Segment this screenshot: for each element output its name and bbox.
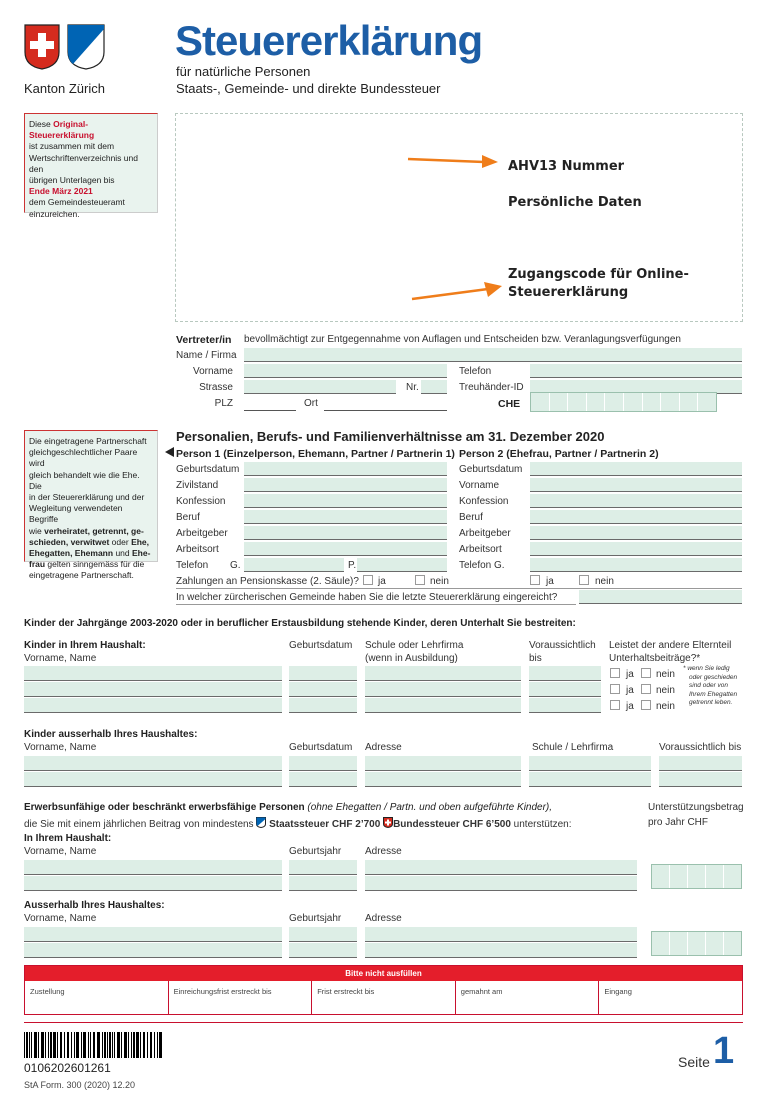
child-out-birth-1[interactable]: [289, 756, 357, 771]
barcode-bar: [60, 1032, 62, 1058]
barcode-bar: [50, 1032, 52, 1058]
rep-name-field[interactable]: [244, 348, 742, 362]
p2-phone-field[interactable]: [530, 558, 742, 572]
child-support-no-2[interactable]: [641, 684, 651, 694]
p1-pension-no-checkbox[interactable]: [415, 575, 425, 585]
rep-firstname-field[interactable]: [244, 364, 447, 378]
child-in-name-1[interactable]: [24, 666, 282, 681]
child-in-school-1[interactable]: [365, 666, 521, 681]
child-in-birth-2[interactable]: [289, 682, 357, 697]
barcode-bar: [128, 1032, 129, 1058]
children-heading: Kinder der Jahrgänge 2003-2020 oder in beruflicher Erstausbildung stehende Kinder, deren Unterhalt Sie bestreiten:: [24, 618, 576, 629]
child-in-school-2[interactable]: [365, 682, 521, 697]
rep-number-field[interactable]: [421, 380, 447, 394]
child-support-no-1[interactable]: [641, 668, 651, 678]
child-out-until-1[interactable]: [659, 756, 742, 771]
support-footnote: * wenn Sie ledig oder geschieden sind oder von Ihrem Ehegatten getrennt leben.: [683, 665, 738, 706]
p2-birthdate-field[interactable]: [530, 462, 742, 476]
partnership-note: Die eingetragene Partnerschaft gleichgeschlechtlicher Paare wird gleich behandelt wie die Ehe. Die in der Steuererklärung und der Wegleitung verwendeten Begriffe wie verheiratet, getrennt, ge- schieden, verwitwet oder Ehe, Ehegatten, Ehemann und Ehe- frau gelten sinngemäss für die eingetragene Partnerschaft.: [24, 430, 158, 562]
support-in-address-1[interactable]: [365, 860, 637, 875]
arrow-icon: [410, 280, 502, 305]
barcode-bar: [114, 1032, 115, 1058]
p2-firstname-field[interactable]: [530, 478, 742, 492]
p2-pension-no-checkbox[interactable]: [579, 575, 589, 585]
page-title: Steuererklärung: [175, 17, 483, 64]
p1-profession-field[interactable]: [244, 510, 447, 524]
access-code-label-2: Steuererklärung: [508, 285, 629, 300]
barcode-bar: [88, 1032, 89, 1058]
barcode-bar: [64, 1032, 65, 1058]
pointer-arrow-icon: [165, 447, 174, 457]
child-in-name-3[interactable]: [24, 698, 282, 713]
barcode-bar: [45, 1032, 46, 1058]
page-label: Seite: [678, 1054, 710, 1070]
ahv-label: AHV13 Nummer: [508, 159, 625, 174]
rep-plz-field[interactable]: [244, 410, 296, 411]
barcode-bar: [81, 1032, 82, 1058]
person-1-heading: Person 1 (Einzelperson, Ehemann, Partner / Partnerin 1): [176, 448, 455, 460]
person-2-heading: Person 2 (Ehefrau, Partner / Partnerin 2): [459, 448, 659, 460]
p2-employer-field[interactable]: [530, 526, 742, 540]
office-col-2: Einreichungsfrist erstreckt bis: [169, 981, 313, 1015]
office-banner: Bitte nicht ausfüllen: [25, 966, 742, 981]
personal-heading: Personalien, Berufs- und Familienverhältnisse am 31. Dezember 2020: [176, 429, 605, 444]
barcode-bar: [57, 1032, 58, 1058]
support-in-year-1[interactable]: [289, 860, 357, 875]
support-out-address-2[interactable]: [365, 943, 637, 958]
office-use-box: [24, 965, 743, 1015]
barcode-bar: [131, 1032, 132, 1058]
barcode-bar: [154, 1032, 155, 1058]
child-out-birth-2[interactable]: [289, 772, 357, 787]
child-in-until-1[interactable]: [529, 666, 601, 681]
support-in-year-2[interactable]: [289, 876, 357, 891]
child-in-until-3[interactable]: [529, 698, 601, 713]
child-support-no-3[interactable]: [641, 700, 651, 710]
p2-confession-field[interactable]: [530, 494, 742, 508]
office-col-4: gemahnt am: [456, 981, 600, 1015]
support-in-name-2[interactable]: [24, 876, 282, 891]
barcode-bar: [71, 1032, 72, 1058]
support-threshold: die Sie mit einem jährlichen Beitrag von mindestens Staatssteuer CHF 2’700 Bundessteuer CHF 6’500 unterstützen:: [24, 819, 572, 830]
barcode-bar: [112, 1032, 113, 1058]
support-heading: Erwerbsunfähige oder beschränkt erwerbsfähige Personen (ohne Ehegatten / Partn. und oben aufgeführte Kinder),: [24, 802, 553, 813]
barcode-bar: [26, 1032, 28, 1058]
child-in-birth-1[interactable]: [289, 666, 357, 681]
p1-confession-field[interactable]: [244, 494, 447, 508]
che-number-boxes[interactable]: [530, 392, 717, 412]
child-in-birth-3[interactable]: [289, 698, 357, 713]
last-municipality-field[interactable]: [579, 590, 742, 604]
office-col-5: Eingang: [604, 987, 632, 996]
p2-profession-field[interactable]: [530, 510, 742, 524]
personal-data-label: Persönliche Daten: [508, 195, 642, 210]
child-in-until-2[interactable]: [529, 682, 601, 697]
p1-civil-status-field[interactable]: [244, 478, 447, 492]
barcode-bar: [41, 1032, 44, 1058]
submission-note: Diese Original-Steuererklärung ist zusammen mit dem Wertschriftenverzeichnis und den übrigen Unterlagen bis Ende März 2021 dem Gemeindesteueramt einzureichen.: [24, 113, 158, 213]
barcode-bar: [93, 1032, 95, 1058]
support-out-amount-boxes[interactable]: [651, 931, 742, 956]
barcode-bar: [109, 1032, 111, 1058]
child-out-school-2[interactable]: [529, 772, 651, 787]
arrow-icon: [406, 154, 498, 171]
barcode-bar: [124, 1032, 127, 1058]
barcode-bar: [104, 1032, 106, 1058]
barcode-bar: [90, 1032, 91, 1058]
barcode: [24, 1032, 166, 1061]
barcode-bar: [31, 1032, 32, 1058]
support-out-name-2[interactable]: [24, 943, 282, 958]
child-out-until-2[interactable]: [659, 772, 742, 787]
barcode-bar: [48, 1032, 49, 1058]
office-col-3: Frist erstreckt bis: [312, 981, 456, 1015]
p1-employer-field[interactable]: [244, 526, 447, 540]
office-col-1: Zustellung: [25, 981, 169, 1015]
support-in-amount-boxes[interactable]: [651, 864, 742, 889]
representative-heading: Vertreter/in: [176, 334, 232, 346]
zurich-shield-icon: [256, 817, 266, 831]
barcode-bar: [143, 1032, 145, 1058]
representative-desc: bevollmächtigt zur Entgegennahme von Auflagen und Entscheiden bzw. Veranlagungsverfügungen: [244, 334, 681, 345]
child-out-school-1[interactable]: [529, 756, 651, 771]
child-support-yes-3[interactable]: [610, 700, 620, 710]
barcode-bar: [97, 1032, 100, 1058]
barcode-bar: [102, 1032, 103, 1058]
p1-phone-private-field[interactable]: [357, 558, 447, 572]
p1-workplace-field[interactable]: [244, 542, 447, 556]
page-number: 1: [713, 1030, 735, 1072]
barcode-bar: [150, 1032, 152, 1058]
child-support-yes-1[interactable]: [610, 668, 620, 678]
barcode-number: 0106202601261: [24, 1061, 111, 1075]
barcode-bar: [24, 1032, 25, 1058]
child-out-name-2[interactable]: [24, 772, 282, 787]
child-in-name-2[interactable]: [24, 682, 282, 697]
support-out-year-2[interactable]: [289, 943, 357, 958]
barcode-bar: [133, 1032, 135, 1058]
subtitle-2: Staats-, Gemeinde- und direkte Bundessteuer: [176, 81, 441, 96]
rep-city-field[interactable]: [324, 410, 447, 411]
barcode-bar: [107, 1032, 108, 1058]
barcode-bar: [76, 1032, 79, 1058]
rep-phone-field[interactable]: [530, 364, 742, 378]
rep-street-field[interactable]: [244, 380, 396, 394]
child-in-school-3[interactable]: [365, 698, 521, 713]
gemeinde-line: [176, 604, 576, 605]
barcode-bar: [147, 1032, 148, 1058]
child-out-address-1[interactable]: [365, 756, 521, 771]
barcode-bar: [38, 1032, 39, 1058]
support-in-name-1[interactable]: [24, 860, 282, 875]
p1-birthdate-field[interactable]: [244, 462, 447, 476]
barcode-bar: [121, 1032, 122, 1058]
barcode-bar: [136, 1032, 139, 1058]
p1-pension-yes-checkbox[interactable]: [363, 575, 373, 585]
p2-workplace-field[interactable]: [530, 542, 742, 556]
barcode-bar: [159, 1032, 162, 1058]
support-out-year-1[interactable]: [289, 927, 357, 942]
barcode-bar: [67, 1032, 69, 1058]
deadline: Ende März 2021: [29, 186, 93, 197]
p2-pension-yes-checkbox[interactable]: [530, 575, 540, 585]
p1-phone-business-field[interactable]: [244, 558, 344, 572]
support-in-address-2[interactable]: [365, 876, 637, 891]
access-code-label: Zugangscode für Online-: [508, 267, 689, 282]
footer-divider: [24, 1022, 743, 1023]
pension-line: [176, 588, 742, 589]
child-out-address-2[interactable]: [365, 772, 521, 787]
barcode-bar: [34, 1032, 37, 1058]
child-support-yes-2[interactable]: [610, 684, 620, 694]
support-out-address-1[interactable]: [365, 927, 637, 942]
subtitle-1: für natürliche Personen: [176, 64, 311, 79]
swiss-shield-icon: [383, 817, 393, 831]
form-number: StA Form. 300 (2020) 12.20: [24, 1080, 136, 1090]
barcode-bar: [83, 1032, 86, 1058]
barcode-bar: [157, 1032, 158, 1058]
child-out-name-1[interactable]: [24, 756, 282, 771]
barcode-bar: [53, 1032, 56, 1058]
barcode-bar: [140, 1032, 141, 1058]
support-out-name-1[interactable]: [24, 927, 282, 942]
canton-name: Kanton Zürich: [24, 81, 105, 96]
barcode-bar: [29, 1032, 30, 1058]
barcode-bar: [74, 1032, 75, 1058]
barcode-bar: [117, 1032, 120, 1058]
canton-zurich-logo: [24, 24, 106, 70]
